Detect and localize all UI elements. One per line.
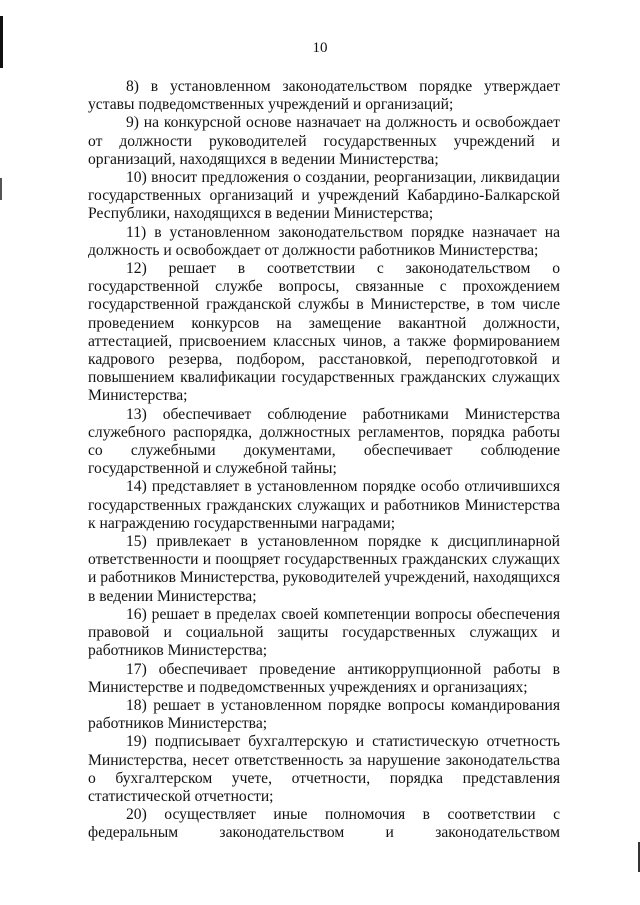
page-number: 10 (312, 40, 328, 56)
list-item-20: 20) осуществляет иные полномочия в соответствии с федеральным законодательством и законодательством (88, 806, 560, 842)
list-item-19: 19) подписывает бухгалтерскую и статистическую отчетность Министерства, несет ответственность за нарушение законодательства о бухгалтерском учете, отчетности, порядка представления статистической отчетности; (88, 733, 560, 805)
list-item-17: 17) обеспечивает проведение антикоррупционной работы в Министерстве и подведомственных учреждениях и организациях; (88, 660, 560, 696)
list-item-12: 12) решает в соответствии с законодательством о государственной службе вопросы, связанные с прохождением государственной гражданской службы в Министерстве, в том числе проведением конкурсов на замещение вакантной должности, аттестацией, присвоением классных чинов, а также формированием кадрового резерва, подбором, расстановкой, переподготовкой и повышением квалификации государственных гражданских служащих Министерства; (88, 260, 560, 405)
list-item-8: 8) в установленном законодательством порядке утверждает уставы подведомственных учреждений и организаций; (88, 78, 560, 114)
document-body (88, 78, 560, 843)
list-item-13: 13) обеспечивает соблюдение работниками Министерства служебного распорядка, должностных регламентов, порядка работы со служебными документами, обеспечивает соблюдение государственной и служебной тайны; (88, 405, 560, 478)
scan-edge-mark (0, 178, 2, 200)
list-item-11: 11) в установленном законодательством порядке назначает на должность и освобождает от должности работников Министерства; (88, 223, 560, 259)
list-item-18: 18) решает в установленном порядке вопросы командирования работников Министерства; (88, 696, 560, 733)
list-item-14: 14) представляет в установленном порядке особо отличившихся государственных гражданских служащих и работников Министерства к награждению государственными наградами; (88, 478, 560, 532)
list-item-16: 16) решает в пределах своей компетенции вопросы обеспечения правовой и социальной защиты государственных служащих и работников Министерства; (88, 605, 560, 660)
list-item-10: 10) вносит предложения о создании, реорганизации, ликвидации государственных организаций и учреждений Кабардино-Балкарской Республики, находящихся в ведении Министерства; (88, 169, 560, 223)
list-item-15: 15) привлекает в установленном порядке к дисциплинарной ответственности и поощряет государственных гражданских служащих и работников Министерства, руководителей учреждений, находящихся в ведении Министерства; (88, 533, 560, 605)
list-item-9: 9) на конкурсной основе назначает на должность и освобождает от должности руководителей государственных учреждений и организаций, находящихся в ведении Министерства; (88, 114, 560, 168)
